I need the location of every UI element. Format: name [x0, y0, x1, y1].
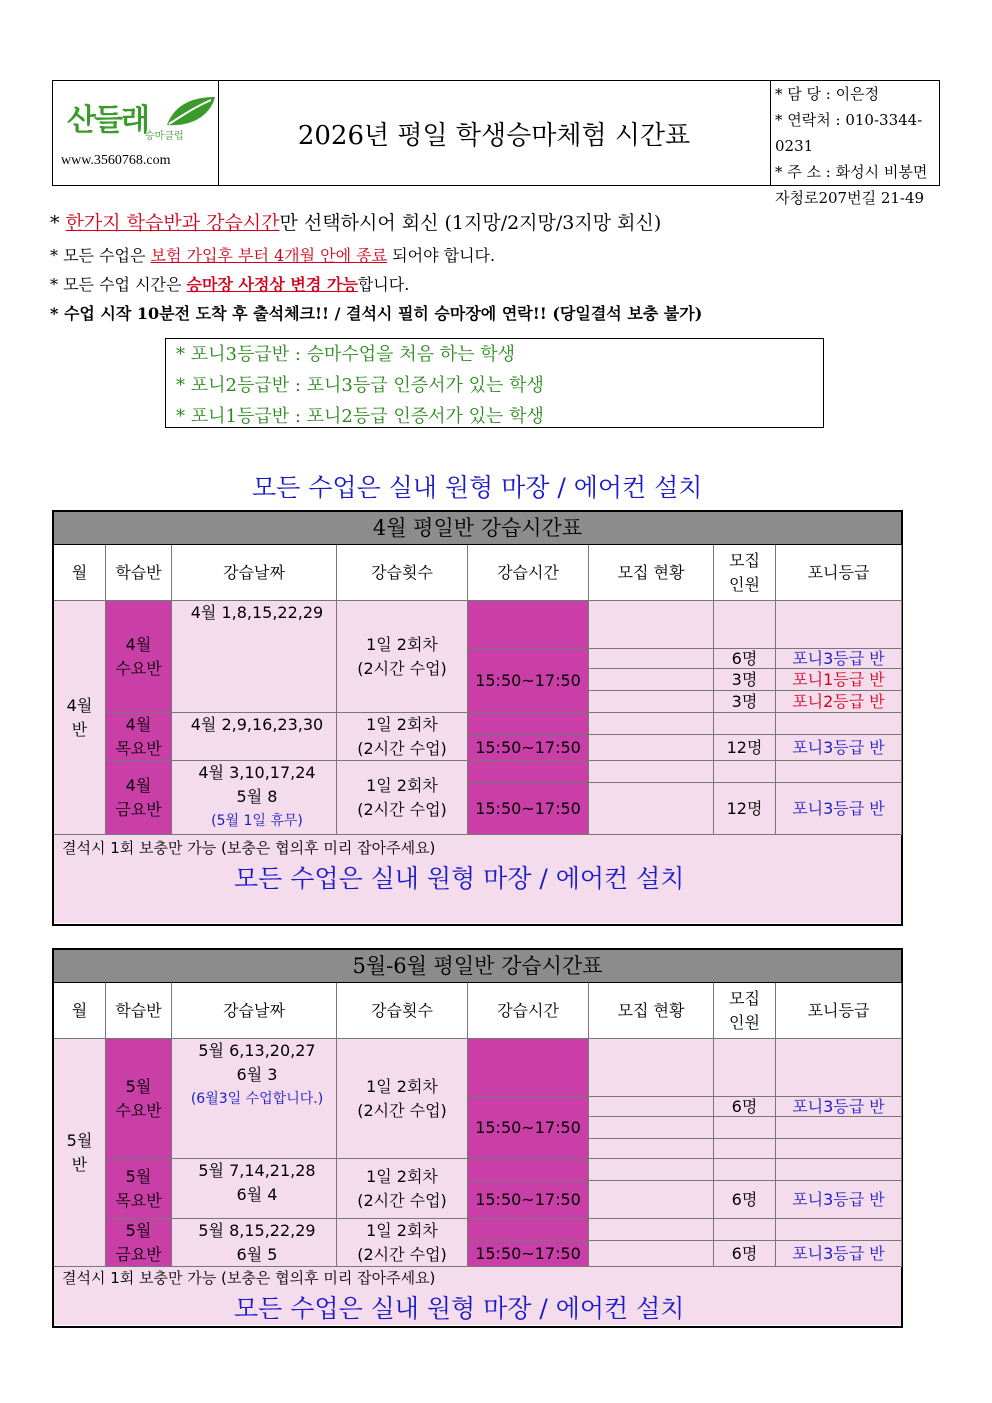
may-june-schedule-table: [52, 948, 903, 1328]
contact-manager: * 담 당 : 이은정: [775, 85, 880, 103]
pony-grade-cell: [776, 1159, 902, 1181]
note-2-prefix: * 모든 수업은: [50, 246, 151, 265]
lesson-count-cell: 1일 2회차 (2시간 수업): [337, 1159, 468, 1219]
note-3-rest: 합니다.: [357, 275, 410, 294]
recruit-status-cell: [589, 601, 714, 649]
contact-info: [771, 81, 939, 207]
recruit-status-cell: [589, 1241, 714, 1267]
pony-grade-cell: [776, 713, 902, 735]
column-header: 모집 현황: [589, 983, 714, 1039]
note-2-highlight: 보험 가입후 부터 4개월 안에 종료: [150, 246, 388, 265]
class-cell: 5월 금요반: [106, 1219, 172, 1267]
table-title: 5월-6월 평일반 강습시간표: [54, 950, 901, 983]
pony-grade-cell: 포니3등급 반: [776, 735, 902, 761]
recruit-status-cell: [589, 761, 714, 783]
lesson-count-cell: 1일 2회차 (2시간 수업): [337, 713, 468, 761]
class-cell: 4월 수요반: [106, 601, 172, 713]
lesson-count-cell: 1일 2회차 (2시간 수업): [337, 601, 468, 713]
level-3-info: * 포니3등급반 : 승마수업을 처음 하는 학생: [176, 344, 516, 365]
recruit-status-cell: [589, 649, 714, 669]
dates-cell: 5월 6,13,20,27 6월 3 (6월3일 수업합니다.): [172, 1039, 337, 1159]
pony-grade-cell: 포니1등급 반: [776, 669, 902, 691]
leaf-icon: [165, 95, 217, 129]
level-1-info: * 포니1등급반 : 포니2등급 인증서가 있는 학생: [176, 406, 544, 427]
lesson-count-cell: 1일 2회차 (2시간 수업): [337, 1039, 468, 1159]
pony-grade-cell: [776, 761, 902, 783]
time-cell: 15:50~17:50: [468, 1181, 589, 1219]
column-header: 강습날짜: [172, 545, 337, 601]
header-box: [52, 80, 940, 207]
pony-grade-cell: [776, 1139, 902, 1159]
class-cell: 5월 수요반: [106, 1039, 172, 1159]
note-1-rest: 만 선택하시어 회신 (1지망/2지망/3지망 회신): [279, 212, 662, 234]
capacity-cell: [714, 713, 776, 735]
capacity-cell: [714, 761, 776, 783]
note-3-prefix: * 모든 수업 시간은: [50, 275, 187, 294]
capacity-cell: 6명: [714, 1181, 776, 1219]
capacity-cell: 12명: [714, 735, 776, 761]
facility-banner: 모든 수업은 실내 원형 마장 / 에어컨 설치: [234, 1294, 685, 1323]
recruit-status-cell: [589, 735, 714, 761]
month-cell: 4월 반: [54, 601, 106, 835]
page-title: 2026년 평일 학생승마체험 시간표: [218, 81, 771, 185]
dates-cell: 5월 7,14,21,28 6월 4: [172, 1159, 337, 1219]
note-2-rest: 되어야 합니다.: [387, 246, 496, 265]
column-header: 포니등급: [776, 545, 902, 601]
dates-cell: 5월 8,15,22,29 6월 5: [172, 1219, 337, 1267]
capacity-cell: [714, 601, 776, 649]
time-cell: 15:50~17:50: [468, 783, 589, 835]
time-cell: 15:50~17:50: [468, 1097, 589, 1159]
capacity-cell: [714, 1117, 776, 1139]
contact-address: * 주 소 : 화성시 비봉면: [775, 163, 928, 181]
time-cell-top: [468, 1159, 589, 1181]
capacity-cell: [714, 1139, 776, 1159]
time-cell-top: [468, 1039, 589, 1097]
capacity-cell: 6명: [714, 1241, 776, 1267]
column-header: 모집 인원: [714, 983, 776, 1039]
class-cell: 5월 목요반: [106, 1159, 172, 1219]
pony-grade-cell: [776, 1219, 902, 1241]
recruit-status-cell: [589, 669, 714, 691]
column-header: 모집 인원: [714, 545, 776, 601]
pony-grade-cell: [776, 601, 902, 649]
recruit-status-cell: [589, 1181, 714, 1219]
column-header: 강습날짜: [172, 983, 337, 1039]
recruit-status-cell: [589, 1039, 714, 1097]
column-header: 학습반: [106, 983, 172, 1039]
column-header: 월: [54, 545, 106, 601]
logo-subtitle: 승마클럽: [145, 131, 184, 142]
recruit-status-cell: [589, 1159, 714, 1181]
time-cell-top: [468, 601, 589, 649]
pony-grade-cell: [776, 1039, 902, 1097]
month-cell: 5월 반: [54, 1039, 106, 1267]
capacity-cell: [714, 1219, 776, 1241]
time-cell-top: [468, 1219, 589, 1241]
recruit-status-cell: [589, 1139, 714, 1159]
dates-cell: 4월 1,8,15,22,29: [172, 601, 337, 713]
pony-grade-cell: 포니3등급 반: [776, 1241, 902, 1267]
contact-address-2: 자청로207번길 21-49: [775, 189, 925, 207]
lesson-count-cell: 1일 2회차 (2시간 수업): [337, 761, 468, 835]
april-schedule-table: [52, 510, 903, 926]
column-header: 학습반: [106, 545, 172, 601]
table-footer: [54, 1267, 901, 1325]
note-1-prefix: *: [50, 212, 66, 234]
capacity-cell: [714, 1039, 776, 1097]
pony-grade-cell: 포니3등급 반: [776, 1097, 902, 1117]
recruit-status-cell: [589, 1097, 714, 1117]
note-4: * 수업 시작 10분전 도착 후 출석체크!! / 결석시 필히 승마장에 연락!! (당일결석 보충 불가): [50, 304, 703, 323]
pony-grade-cell: 포니2등급 반: [776, 691, 902, 713]
class-cell: 4월 목요반: [106, 713, 172, 761]
facility-banner: 모든 수업은 실내 원형 마장 / 에어컨 설치: [252, 473, 703, 502]
time-cell: 15:50~17:50: [468, 1241, 589, 1267]
recruit-status-cell: [589, 1219, 714, 1241]
capacity-cell: 3명: [714, 691, 776, 713]
pony-grade-cell: 포니3등급 반: [776, 1181, 902, 1219]
logo-cell: [53, 81, 219, 185]
logo-url: www.3560768.com: [61, 153, 171, 168]
column-header: 강습횟수: [337, 545, 468, 601]
column-header: 모집 현황: [589, 545, 714, 601]
dates-cell: 4월 3,10,17,24 5월 8 (5월 1일 휴무): [172, 761, 337, 835]
recruit-status-cell: [589, 783, 714, 835]
facility-banner: 모든 수업은 실내 원형 마장 / 에어컨 설치: [234, 864, 685, 893]
column-header: 포니등급: [776, 983, 902, 1039]
time-cell: 15:50~17:50: [468, 649, 589, 713]
logo: 산들래: [67, 103, 148, 138]
class-cell: 4월 금요반: [106, 761, 172, 835]
pony-grade-cell: [776, 1117, 902, 1139]
note-1: [50, 208, 661, 235]
absence-note: 결석시 1회 보충만 가능 (보충은 협의후 미리 잡아주세요): [62, 1269, 436, 1287]
recruit-status-cell: [589, 1117, 714, 1139]
note-3-highlight: 승마장 사정상 변경 가능: [186, 275, 358, 294]
capacity-cell: 12명: [714, 783, 776, 835]
pony-grade-cell: 포니3등급 반: [776, 783, 902, 835]
contact-phone: * 연락처 : 010-3344-0231: [775, 111, 923, 155]
recruit-status-cell: [589, 713, 714, 735]
time-cell: 15:50~17:50: [468, 735, 589, 761]
column-header: 강습횟수: [337, 983, 468, 1039]
capacity-cell: 3명: [714, 669, 776, 691]
capacity-cell: 6명: [714, 649, 776, 669]
time-cell-top: [468, 761, 589, 783]
level-info-box: [165, 338, 824, 428]
note-3: [50, 272, 409, 295]
column-header: 월: [54, 983, 106, 1039]
table-title: 4월 평일반 강습시간표: [54, 512, 901, 545]
time-cell-top: [468, 713, 589, 735]
level-2-info: * 포니2등급반 : 포니3등급 인증서가 있는 학생: [176, 375, 544, 396]
recruit-status-cell: [589, 691, 714, 713]
table-footer: [54, 835, 901, 923]
absence-note: 결석시 1회 보충만 가능 (보충은 협의후 미리 잡아주세요): [62, 839, 436, 857]
pony-grade-cell: 포니3등급 반: [776, 649, 902, 669]
lesson-count-cell: 1일 2회차 (2시간 수업): [337, 1219, 468, 1267]
dates-cell: 4월 2,9,16,23,30: [172, 713, 337, 761]
column-header: 강습시간: [468, 545, 589, 601]
capacity-cell: 6명: [714, 1097, 776, 1117]
column-header: 강습시간: [468, 983, 589, 1039]
note-1-highlight: 한가지 학습반과 강습시간: [65, 212, 280, 234]
note-2: [50, 243, 495, 266]
capacity-cell: [714, 1159, 776, 1181]
